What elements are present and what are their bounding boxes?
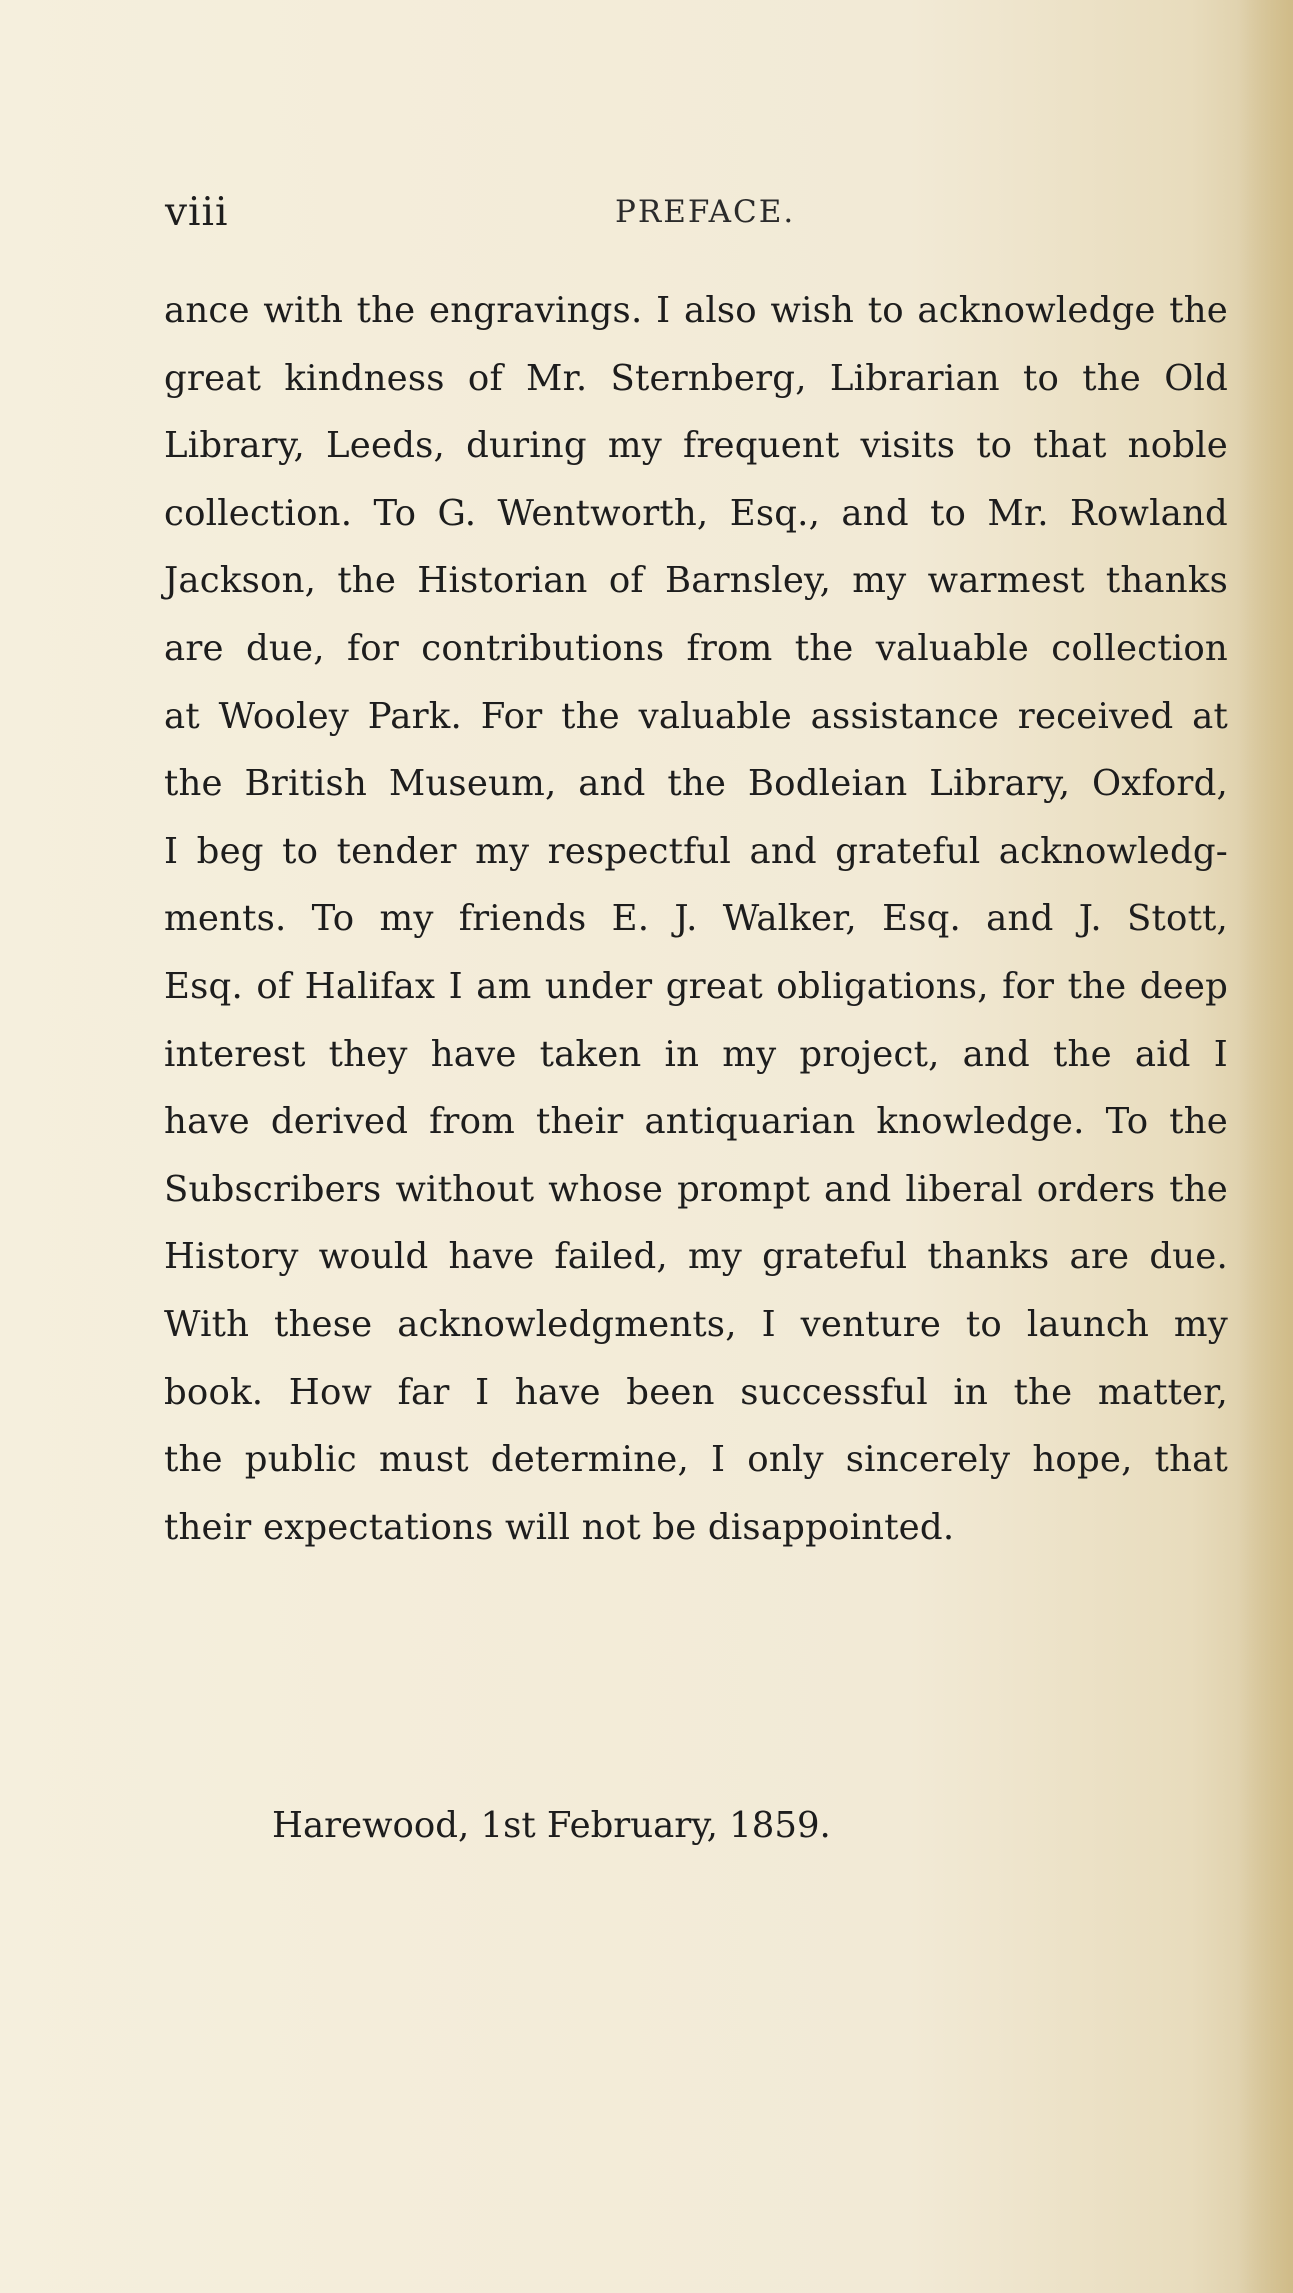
page-header bbox=[165, 190, 1225, 250]
text-line: Esq. of Halifax I am under great obligations, for the deep bbox=[164, 965, 1228, 1007]
text-line: the public must determine, I only sincerely hope, that bbox=[164, 1439, 1228, 1481]
text-line: at Wooley Park. For the valuable assistance received at bbox=[164, 695, 1228, 737]
text-line: the British Museum, and the Bodleian Library, Oxford, bbox=[164, 763, 1228, 805]
preface-text bbox=[164, 277, 1228, 1561]
text-line: collection. To G. Wentworth, Esq., and to Mr. Rowland bbox=[164, 492, 1228, 534]
text-line: interest they have taken in my project, and the aid I bbox=[164, 1033, 1228, 1075]
text-line: I beg to tender my respectful and grateful acknowledg- bbox=[164, 830, 1228, 872]
text-line-final: their expectations will not be disappointed. bbox=[164, 1506, 955, 1548]
text-line: Subscribers without whose prompt and liberal orders the bbox=[164, 1168, 1228, 1210]
signature-line: Harewood, 1st February, 1859. bbox=[272, 1805, 831, 1846]
page-edge-shading bbox=[1238, 0, 1293, 2293]
text-line: ments. To my friends E. J. Walker, Esq. and J. Stott, bbox=[164, 898, 1228, 940]
text-line: History would have failed, my grateful thanks are due. bbox=[164, 1236, 1228, 1278]
text-line: Library, Leeds, during my frequent visits to that noble bbox=[164, 425, 1228, 467]
text-line: Jackson, the Historian of Barnsley, my warmest thanks bbox=[164, 560, 1228, 602]
text-line: are due, for contributions from the valuable collection bbox=[164, 627, 1228, 669]
text-line: book. How far I have been successful in the matter, bbox=[164, 1371, 1228, 1413]
text-line: With these acknowledgments, I venture to launch my bbox=[164, 1303, 1228, 1345]
text-line: ance with the engravings. I also wish to acknowledge the bbox=[164, 290, 1228, 331]
text-line: great kindness of Mr. Sternberg, Librarian to the Old bbox=[164, 357, 1228, 399]
text-line: have derived from their antiquarian knowledge. To the bbox=[164, 1101, 1228, 1143]
page-number: viii bbox=[165, 190, 229, 235]
running-title: PREFACE. bbox=[615, 194, 796, 230]
